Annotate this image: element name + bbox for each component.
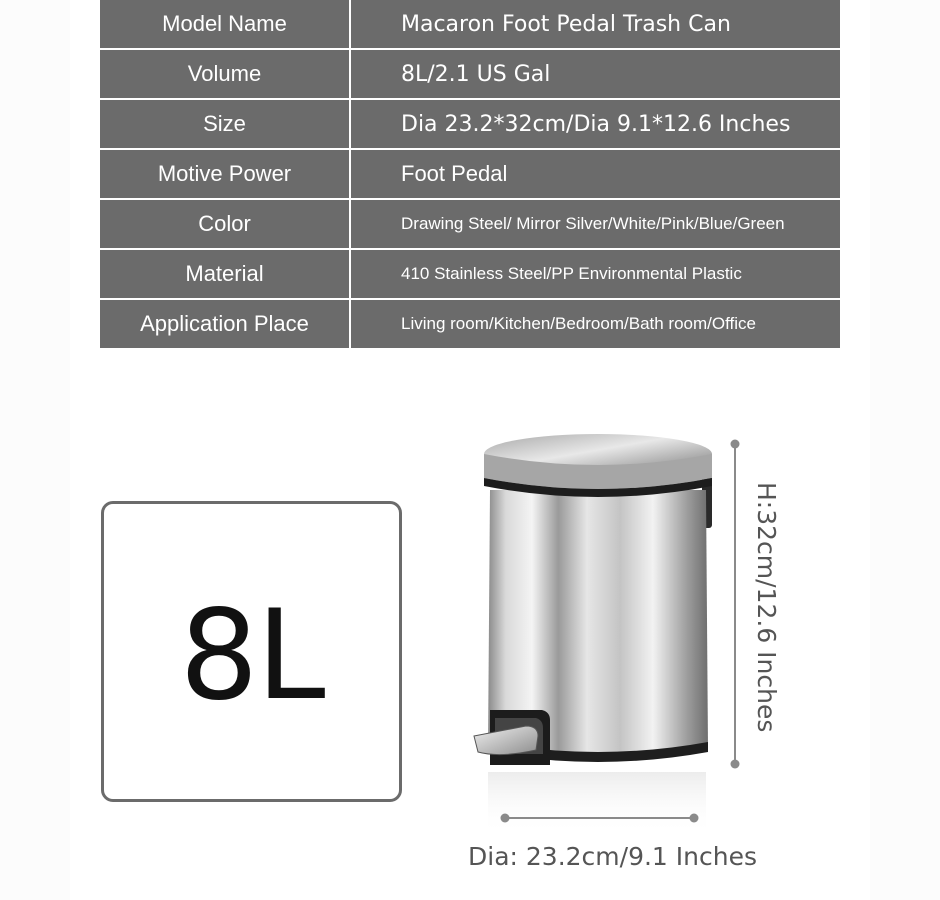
spec-value: Drawing Steel/ Mirror Silver/White/Pink/Blue/Green bbox=[350, 199, 840, 249]
spec-value: 410 Stainless Steel/PP Environmental Plastic bbox=[350, 249, 840, 299]
spec-value: Living room/Kitchen/Bedroom/Bath room/Office bbox=[350, 299, 840, 349]
background-right-margin bbox=[870, 0, 940, 900]
spec-label: Model Name bbox=[100, 0, 350, 49]
floor-reflection bbox=[488, 772, 706, 835]
spec-row-color bbox=[100, 199, 840, 249]
trash-can-image bbox=[440, 420, 800, 890]
spec-row-material bbox=[100, 249, 840, 299]
product-illustration bbox=[440, 420, 800, 890]
height-dimension-top-dot bbox=[731, 440, 740, 449]
spec-value: Dia 23.2*32cm/Dia 9.1*12.6 Inches bbox=[350, 99, 840, 149]
spec-label: Size bbox=[100, 99, 350, 149]
background-left-margin bbox=[0, 0, 70, 900]
diameter-dimension-left-dot bbox=[501, 814, 510, 823]
foot-pedal bbox=[474, 726, 538, 755]
spec-row-application-place bbox=[100, 299, 840, 349]
height-dimension-bottom-dot bbox=[731, 760, 740, 769]
spec-row-size bbox=[100, 99, 840, 149]
spec-row-motive-power bbox=[100, 149, 840, 199]
spec-row-volume bbox=[100, 49, 840, 99]
diameter-dimension-right-dot bbox=[690, 814, 699, 823]
capacity-box bbox=[101, 501, 402, 802]
spec-value: 8L/2.1 US Gal bbox=[350, 49, 840, 99]
spec-table bbox=[100, 0, 840, 350]
diameter-dimension-label: Dia: 23.2cm/9.1 Inches bbox=[468, 842, 757, 871]
capacity-label: 8L bbox=[179, 583, 324, 728]
spec-label: Color bbox=[100, 199, 350, 249]
spec-label: Motive Power bbox=[100, 149, 350, 199]
spec-row-model-name bbox=[100, 0, 840, 49]
height-dimension-label: H:32cm/12.6 Inches bbox=[752, 482, 781, 733]
spec-value: Foot Pedal bbox=[350, 149, 840, 199]
spec-label: Material bbox=[100, 249, 350, 299]
spec-value: Macaron Foot Pedal Trash Can bbox=[350, 0, 840, 49]
spec-label: Volume bbox=[100, 49, 350, 99]
spec-label: Application Place bbox=[100, 299, 350, 349]
